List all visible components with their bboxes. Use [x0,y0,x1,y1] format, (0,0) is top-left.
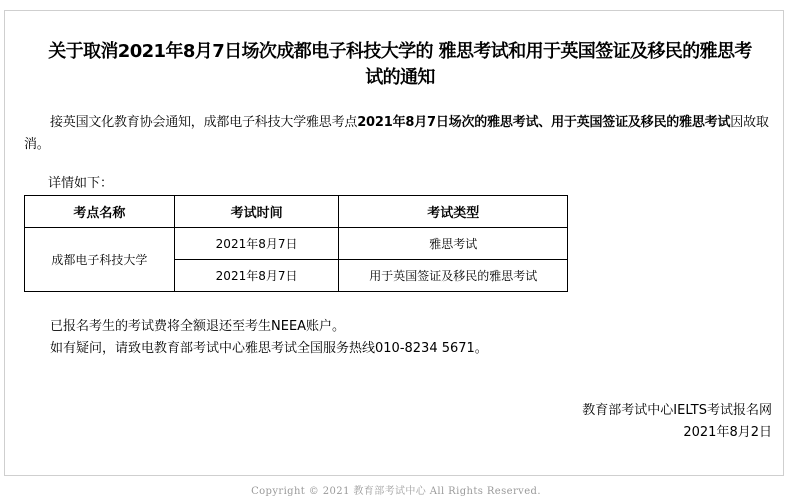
details-intro: 详情如下： [48,176,114,191]
note-refund: 已报名考生的考试费将全额退还至考生NEEA账户。 [50,319,346,334]
notice-paragraph-suffix: 因故取消。 [24,115,769,152]
notice-paragraph [24,112,774,156]
signature-org: 教育部考试中心IELTS考试报名网 [582,403,772,418]
notes [50,316,488,360]
notice-title-line-2: 试的通知 [365,67,435,88]
cell-venue: 成都电子科技大学 [25,228,175,292]
header-type: 考试类型 [339,196,568,228]
signature-date: 2021年8月2日 [683,425,772,440]
notice-paragraph-highlight: 2021年8月7日场次的雅思考试、用于英国签证及移民的雅思考试 [357,115,731,130]
cell-date: 2021年8月7日 [174,228,339,260]
cell-type: 用于英国签证及移民的雅思考试 [339,260,568,292]
header-date: 考试时间 [174,196,339,228]
table-header-row [25,196,568,228]
cell-type: 雅思考试 [339,228,568,260]
table-row [25,228,568,260]
cell-date: 2021年8月7日 [174,260,339,292]
note-hotline: 如有疑问，请致电教育部考试中心雅思考试全国服务热线010-8234 5671。 [50,341,488,356]
header-venue: 考点名称 [25,196,175,228]
exam-table [24,195,568,292]
notice-paragraph-prefix: 接英国文化教育协会通知，成都电子科技大学雅思考点 [50,115,358,130]
copyright-footer: Copyright © 2021 教育部考试中心 All Rights Reserved. [251,486,541,497]
notice-title-line-1: 关于取消2021年8月7日场次成都电子科技大学的 雅思考试和用于英国签证及移民的雅思考 [48,41,752,62]
signature [582,400,772,444]
notice-title [25,39,775,91]
